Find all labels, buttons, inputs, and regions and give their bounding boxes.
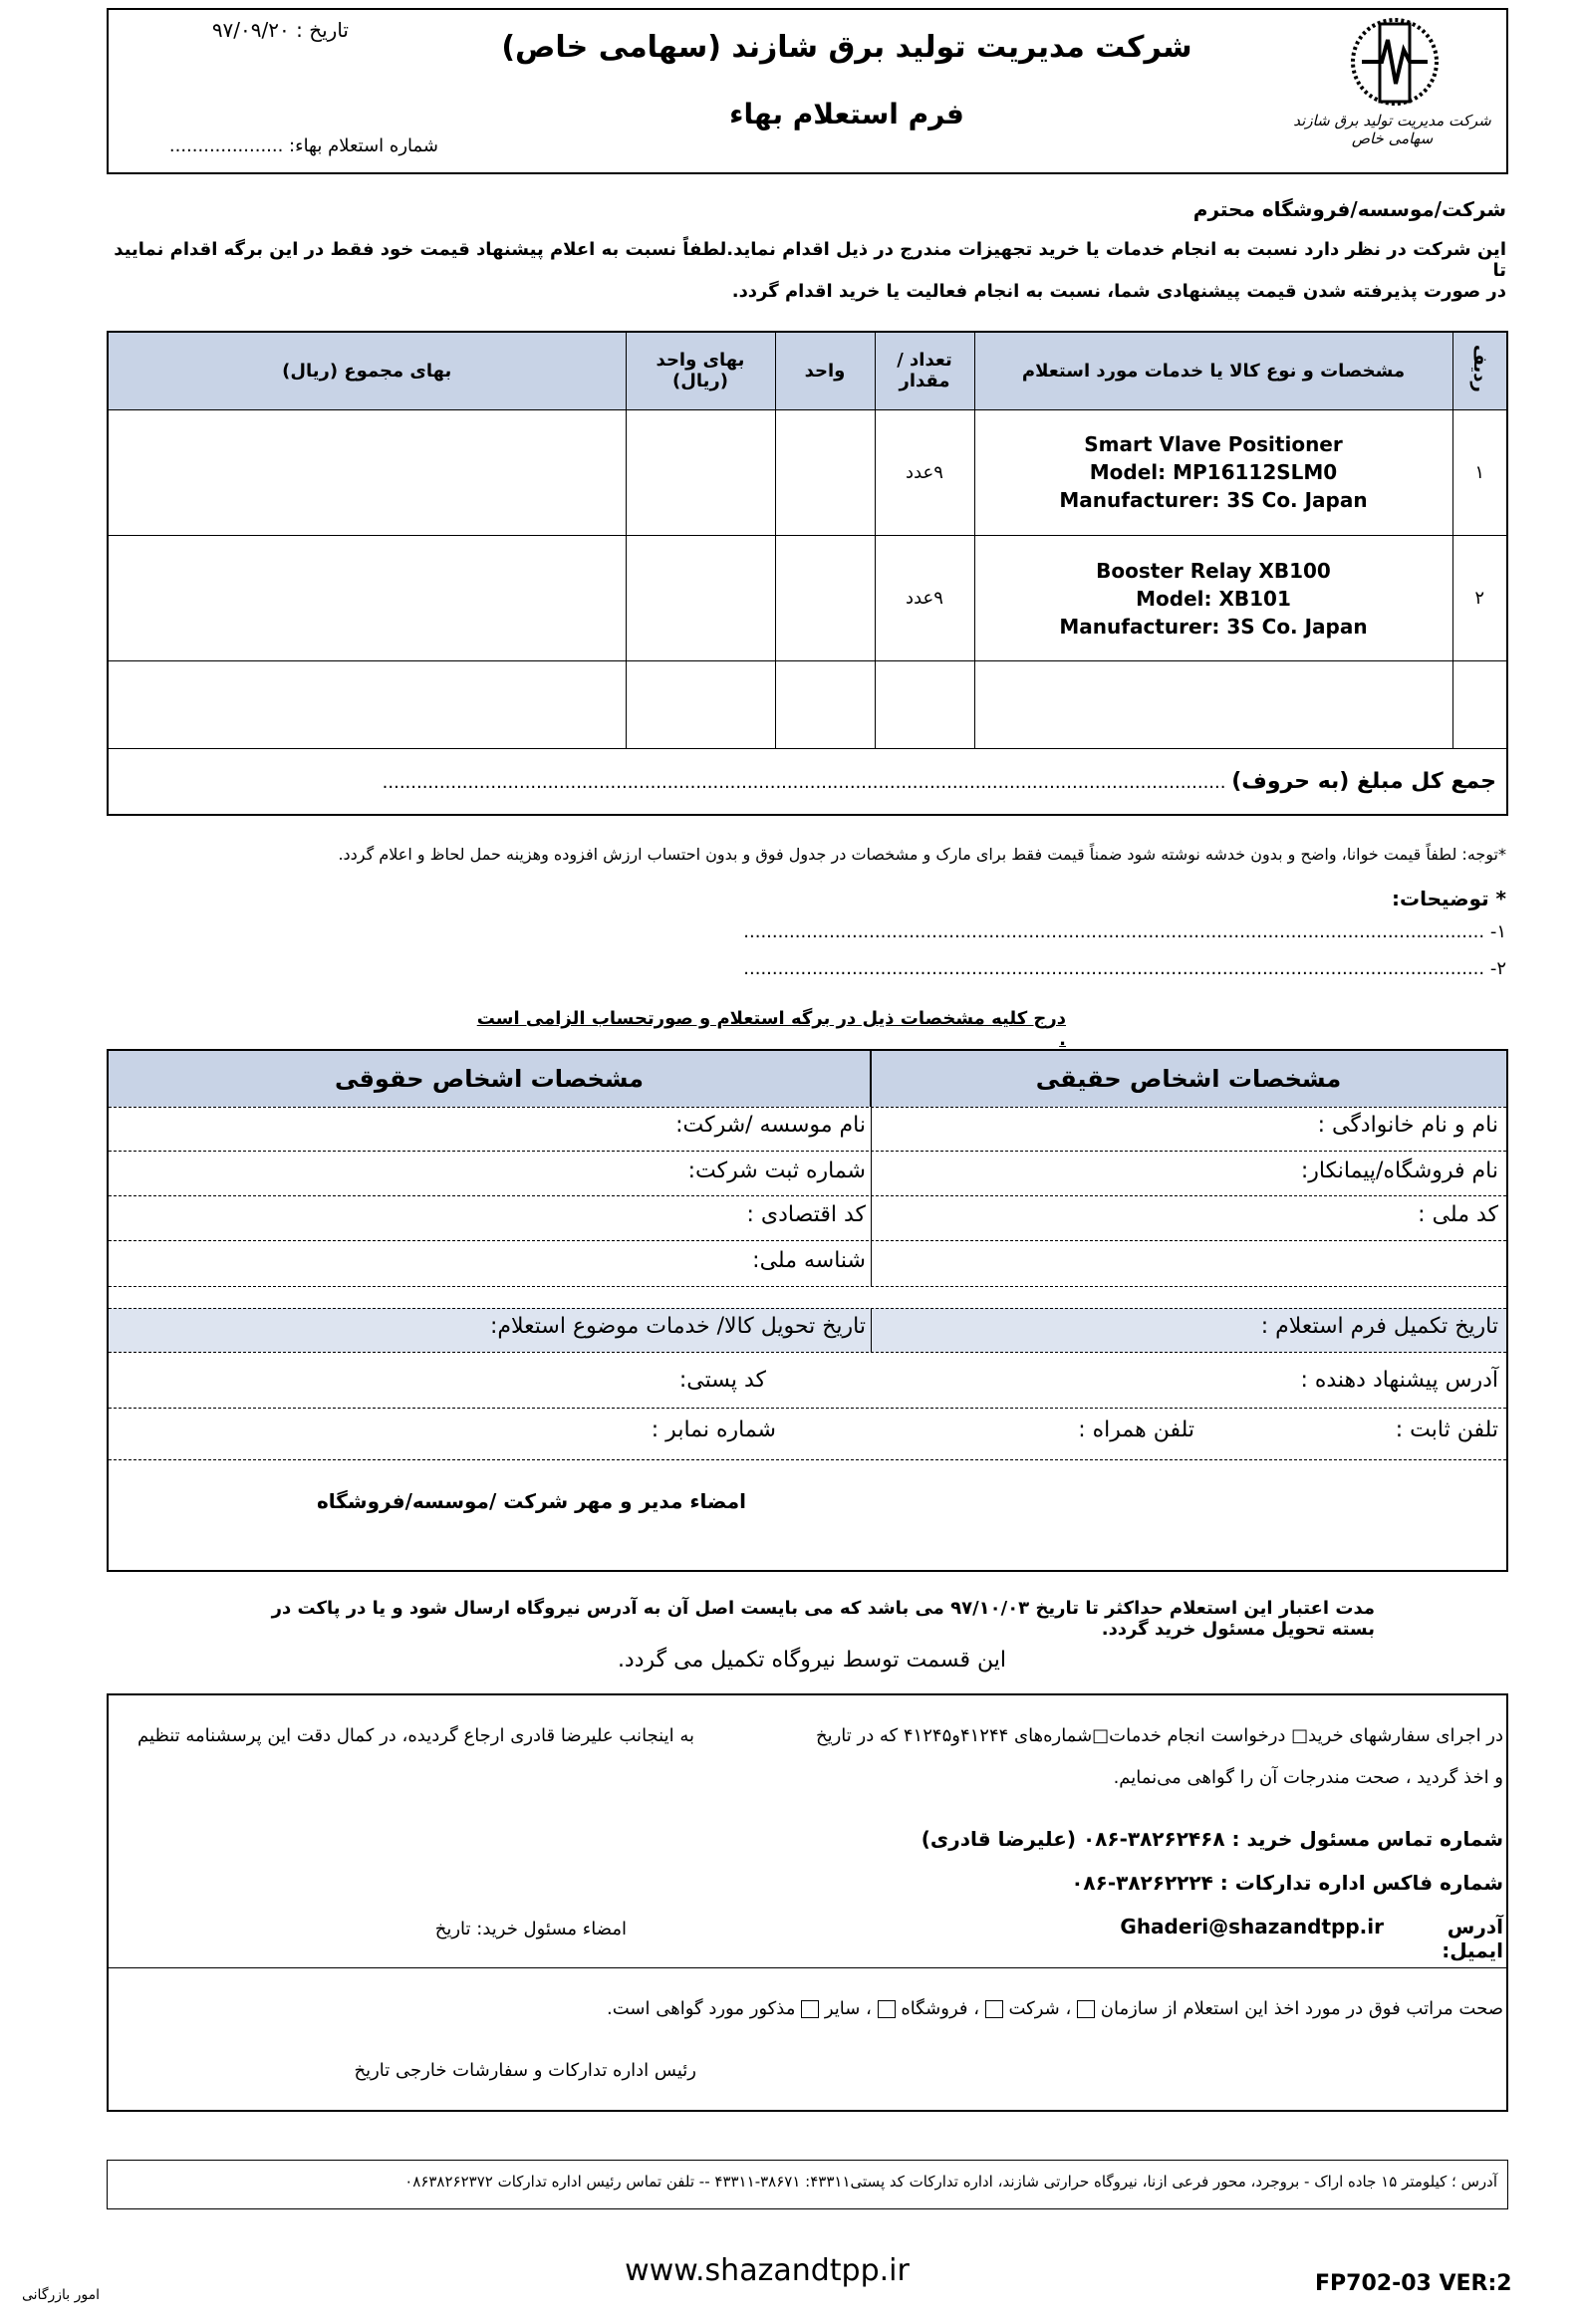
- col-quantity: تعداد / مقدار: [875, 332, 974, 409]
- item-spec: Smart Vlave Positioner Model: MP16112SLM0 Manufacturer: 3S Co. Japan: [974, 409, 1452, 535]
- contact-number: شماره تماس مسئول خرید : ۳۸۲۶۲۴۶۸-۰۸۶ (علیرضا قادری): [921, 1827, 1503, 1851]
- item-quantity: ۹عدد: [875, 535, 974, 660]
- col-description: مشخصات و نوع کالا یا خدمات مورد استعلام: [974, 332, 1452, 409]
- table-header-row: [108, 332, 1507, 409]
- sum-label: جمع کل مبلغ (به حروف): [1231, 769, 1496, 795]
- plant-line-1-left: به اینجانب علیرضا قادری ارجاع گردیده، در کمال دقت این پرسشنامه تنظیم: [137, 1725, 694, 1746]
- intro-line-1: این شرکت در نظر دارد نسبت به انجام خدمات یا خرید تجهیزات مندرج در ذیل اقدام نماید.لطفاً نسبت به اعلام پیشنهاد قیمت خود فقط در این برگه اقدام نمایید تا: [114, 239, 1506, 281]
- item-quantity: ۹عدد: [875, 409, 974, 535]
- postal-code-field[interactable]: کد پستی:: [678, 1368, 766, 1393]
- table-row: [108, 409, 1507, 535]
- item-total[interactable]: [108, 535, 626, 660]
- col-unit-price: بهای واحد (ریال): [626, 332, 775, 409]
- institute-field[interactable]: نام موسسه /شرکت:: [675, 1113, 866, 1138]
- date-label: تاریخ : ۹۷/۰۹/۲۰: [211, 18, 349, 42]
- plant-section: [107, 1693, 1508, 2112]
- reg-number-field[interactable]: شماره ثبت شرکت:: [687, 1159, 866, 1183]
- checkbox-organization[interactable]: [1077, 2000, 1095, 2018]
- mobile-field[interactable]: تلفن همراه :: [1078, 1418, 1194, 1442]
- signature-label: امضاء مدیر و مهر شرکت /موسسه/فروشگاه: [316, 1489, 746, 1513]
- plant-line-2: و اخذ گردید ، صحت مندرجات آن را گواهی می‌نمایم.: [1113, 1767, 1503, 1788]
- checkbox-company[interactable]: [985, 2000, 1003, 2018]
- greeting: شرکت/موسسه/فروشگاه محترم: [1192, 197, 1506, 221]
- item-unit[interactable]: [775, 535, 875, 660]
- mandatory-notice: درج کلیه مشخصات ذیل در برگه استعلام و صورتحساب الزامی است .: [476, 1008, 1066, 1050]
- item-total[interactable]: [108, 409, 626, 535]
- company-name: شرکت مدیریت تولید برق شازند (سهامی خاص): [501, 30, 1192, 65]
- item-unit-price[interactable]: [626, 409, 775, 535]
- col-row: ردیف: [1452, 332, 1507, 409]
- persons-section: [107, 1049, 1508, 1572]
- col-unit: واحد: [775, 332, 875, 409]
- validity-line: مدت اعتبار این استعلام حداکثر تا تاریخ ۹۷/۱۰/۰۳ می باشد که می بایست اصل آن به آدرس نیروگاه ارسال شود و یا در پاکت در بسته تحویل مسئول خرید گردد.: [271, 1598, 1375, 1640]
- national-code-field[interactable]: کد ملی :: [1418, 1202, 1498, 1227]
- head-sign: رئیس اداره تدارکات و سفارشات خارجی تاریخ: [354, 2060, 696, 2081]
- form-code: FP702-03 VER:2: [1315, 2271, 1512, 2296]
- footer-box: [107, 2160, 1508, 2209]
- plant-line-1: در اجرای سفارشهای خرید□ درخواست انجام خدمات□شماره‌های ۴۱۲۴۴و۴۱۲۴۵ که در تاریخ: [815, 1725, 1503, 1746]
- form-title: فرم استعلام بهاء: [729, 98, 964, 130]
- descriptions-label: * توضیحات:: [1392, 887, 1506, 910]
- item-unit[interactable]: [775, 409, 875, 535]
- sum-cell[interactable]: جمع کل مبلغ (به حروف) ....................................................................................................................................................: [108, 749, 1507, 815]
- purchase-sign: امضاء مسئول خرید: تاریخ: [434, 1919, 627, 1939]
- email-link[interactable]: Ghaderi@shazandtpp.ir: [1120, 1915, 1384, 1938]
- plant-note: این قسمت توسط نیروگاه تکمیل می گردد.: [617, 1648, 1006, 1673]
- fax-number: شماره فاکس اداره تدارکات : ۳۸۲۶۲۲۲۴-۰۸۶: [1071, 1871, 1503, 1895]
- inquiry-number: شماره استعلام بهاء: ....................: [168, 135, 438, 156]
- phone-field[interactable]: تلفن ثابت :: [1395, 1418, 1498, 1442]
- economic-code-field[interactable]: کد اقتصادی :: [746, 1202, 866, 1227]
- email-label: آدرس ایمیل:: [1442, 1915, 1503, 1962]
- national-id-field[interactable]: شناسه ملی:: [752, 1248, 866, 1273]
- items-table: [107, 331, 1508, 816]
- row-number: ۱: [1452, 409, 1507, 535]
- footer-address: آدرس ؛ کیلومتر ۱۵ جاده اراک - بروجرد، محور فرعی ازنا، نیروگاه حرارتی شازند، اداره تدارکات کد پستی۴۳۳۱۱: ۳۸۶۷۱-۴۳۳۱۱ -- تلفن تماس رئیس اداره تدارکات ۰۸۶۳۸۲۶۲۳۷۲: [404, 2173, 1497, 2191]
- shop-field[interactable]: نام فروشگاه/پیمانکار:: [1300, 1159, 1498, 1183]
- item-spec: Booster Relay XB100 Model: XB101 Manufacturer: 3S Co. Japan: [974, 535, 1452, 660]
- fax-field[interactable]: شماره نمابر :: [651, 1418, 776, 1442]
- intro-line-2: در صورت پذیرفته شدن قیمت پیشنهادی شما، نسبت به انجام فعالیت یا خرید اقدام گردد.: [731, 281, 1506, 302]
- note-text: *توجه: لطفاً قیمت خوانا، واضح و بدون خدشه نوشته شود ضمناً قیمت فقط برای مارک و مشخصات در جدول فوق و بدون احتساب ارزش افزوده وهزینه حمل لحاظ و اعلام گردد.: [338, 845, 1506, 864]
- row-number: ۲: [1452, 535, 1507, 660]
- item-unit-price[interactable]: [626, 535, 775, 660]
- sum-row: [108, 749, 1507, 815]
- confirm-line: صحت مراتب فوق در مورد اخذ این استعلام از سازمان ، شرکت ، فروشگاه ، سایر مذکور مورد گواهی است.: [607, 1998, 1503, 2019]
- address-field[interactable]: آدرس پیشنهاد دهنده :: [1300, 1368, 1498, 1393]
- name-field[interactable]: نام و نام خانوادگی :: [1317, 1113, 1498, 1138]
- logo-caption: شرکت مدیریت تولید برق شازند سهامی خاص: [1293, 112, 1491, 147]
- table-row-empty: [108, 661, 1507, 749]
- description-line-1[interactable]: ۱- ..................................................................................................................................: [743, 921, 1506, 942]
- description-line-2[interactable]: ۲- ..................................................................................................................................: [743, 958, 1506, 979]
- delivery-date-field[interactable]: تاریخ تحویل کالا/ خدمات موضوع استعلام:: [490, 1314, 866, 1339]
- legal-header: مشخصات اشخاص حقوقی: [109, 1051, 871, 1107]
- lightning-logo-icon: [1300, 10, 1489, 120]
- real-header: مشخصات اشخاص حقیقی: [871, 1051, 1506, 1107]
- col-total: بهای مجموع (ریال): [108, 332, 626, 409]
- checkbox-shop[interactable]: [878, 2000, 896, 2018]
- checkbox-other[interactable]: [801, 2000, 819, 2018]
- website[interactable]: www.shazandtpp.ir: [625, 2253, 910, 2288]
- table-row: [108, 535, 1507, 660]
- department: امور بازرگانی: [21, 2287, 100, 2303]
- fill-date-field[interactable]: تاریخ تکمیل فرم استعلام :: [1260, 1314, 1498, 1339]
